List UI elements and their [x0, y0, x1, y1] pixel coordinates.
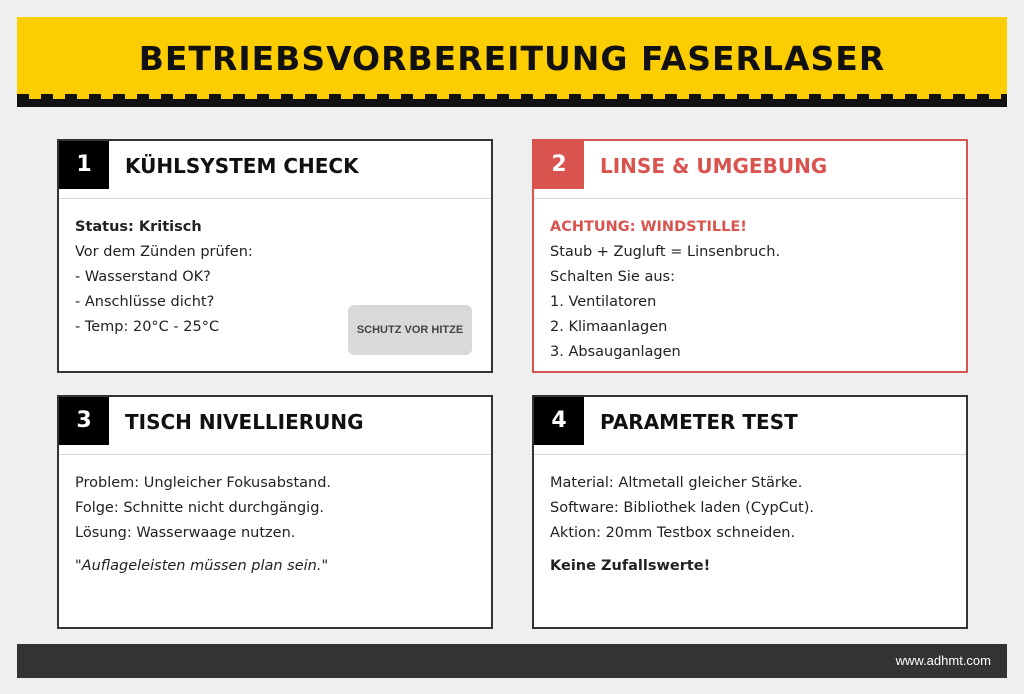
card-title: TISCH NIVELLIERUNG: [125, 410, 364, 434]
quote-line: "Auflageleisten müssen plan sein.": [75, 558, 329, 574]
card-number: 1: [59, 141, 109, 189]
card-body: [550, 215, 950, 365]
card-title: LINSE & UMGEBUNG: [600, 154, 828, 178]
hazard-stripe: [17, 94, 1007, 99]
header-banner: [17, 17, 1007, 107]
warning-line: ACHTUNG: WINDSTILLE!: [550, 219, 747, 235]
card-lens-environment: [532, 139, 968, 373]
text-line: Material: Altmetall gleicher Stärke.: [550, 475, 803, 491]
text-line: Schalten Sie aus:: [550, 269, 675, 285]
text-line: - Temp: 20°C - 25°C: [75, 319, 220, 335]
text-line: Staub + Zugluft = Linsenbruch.: [550, 244, 781, 260]
list-item: 1. Ventilatoren: [550, 294, 657, 310]
text-line: Lösung: Wasserwaage nutzen.: [75, 525, 296, 541]
text-line: Aktion: 20mm Testbox schneiden.: [550, 525, 796, 541]
emphasis-note: Keine Zufallswerte!: [550, 558, 711, 574]
list-item: 2. Klimaanlagen: [550, 319, 668, 335]
card-number: 2: [534, 141, 584, 189]
text-line: - Anschlüsse dicht?: [75, 294, 215, 310]
card-body: [550, 471, 950, 579]
page-title: BETRIEBSVORBEREITUNG FASERLASER: [138, 39, 886, 78]
card-header: [534, 397, 966, 455]
status-line: Status: Kritisch: [75, 219, 202, 235]
footer-bar: [17, 644, 1007, 678]
hazard-stripe-base: [17, 99, 1007, 107]
card-header: [59, 397, 491, 455]
text-line: Software: Bibliothek laden (CypCut).: [550, 500, 814, 516]
card-cooling-check: [57, 139, 493, 373]
card-title: KÜHLSYSTEM CHECK: [125, 154, 359, 178]
card-number: 4: [534, 397, 584, 445]
text-line: Problem: Ungleicher Fokusabstand.: [75, 475, 332, 491]
text-line: Vor dem Zünden prüfen:: [75, 244, 253, 260]
list-item: 3. Absauganlagen: [550, 344, 681, 360]
text-line: Folge: Schnitte nicht durchgängig.: [75, 500, 325, 516]
card-table-leveling: [57, 395, 493, 629]
card-body: [75, 471, 475, 579]
card-number: 3: [59, 397, 109, 445]
card-header: [59, 141, 491, 199]
heat-protection-button[interactable]: SCHUTZ VOR HITZE: [348, 305, 472, 355]
card-header: [534, 141, 966, 199]
text-line: - Wasserstand OK?: [75, 269, 211, 285]
card-parameter-test: [532, 395, 968, 629]
footer-url[interactable]: www.adhmt.com: [895, 653, 991, 668]
card-title: PARAMETER TEST: [600, 410, 798, 434]
